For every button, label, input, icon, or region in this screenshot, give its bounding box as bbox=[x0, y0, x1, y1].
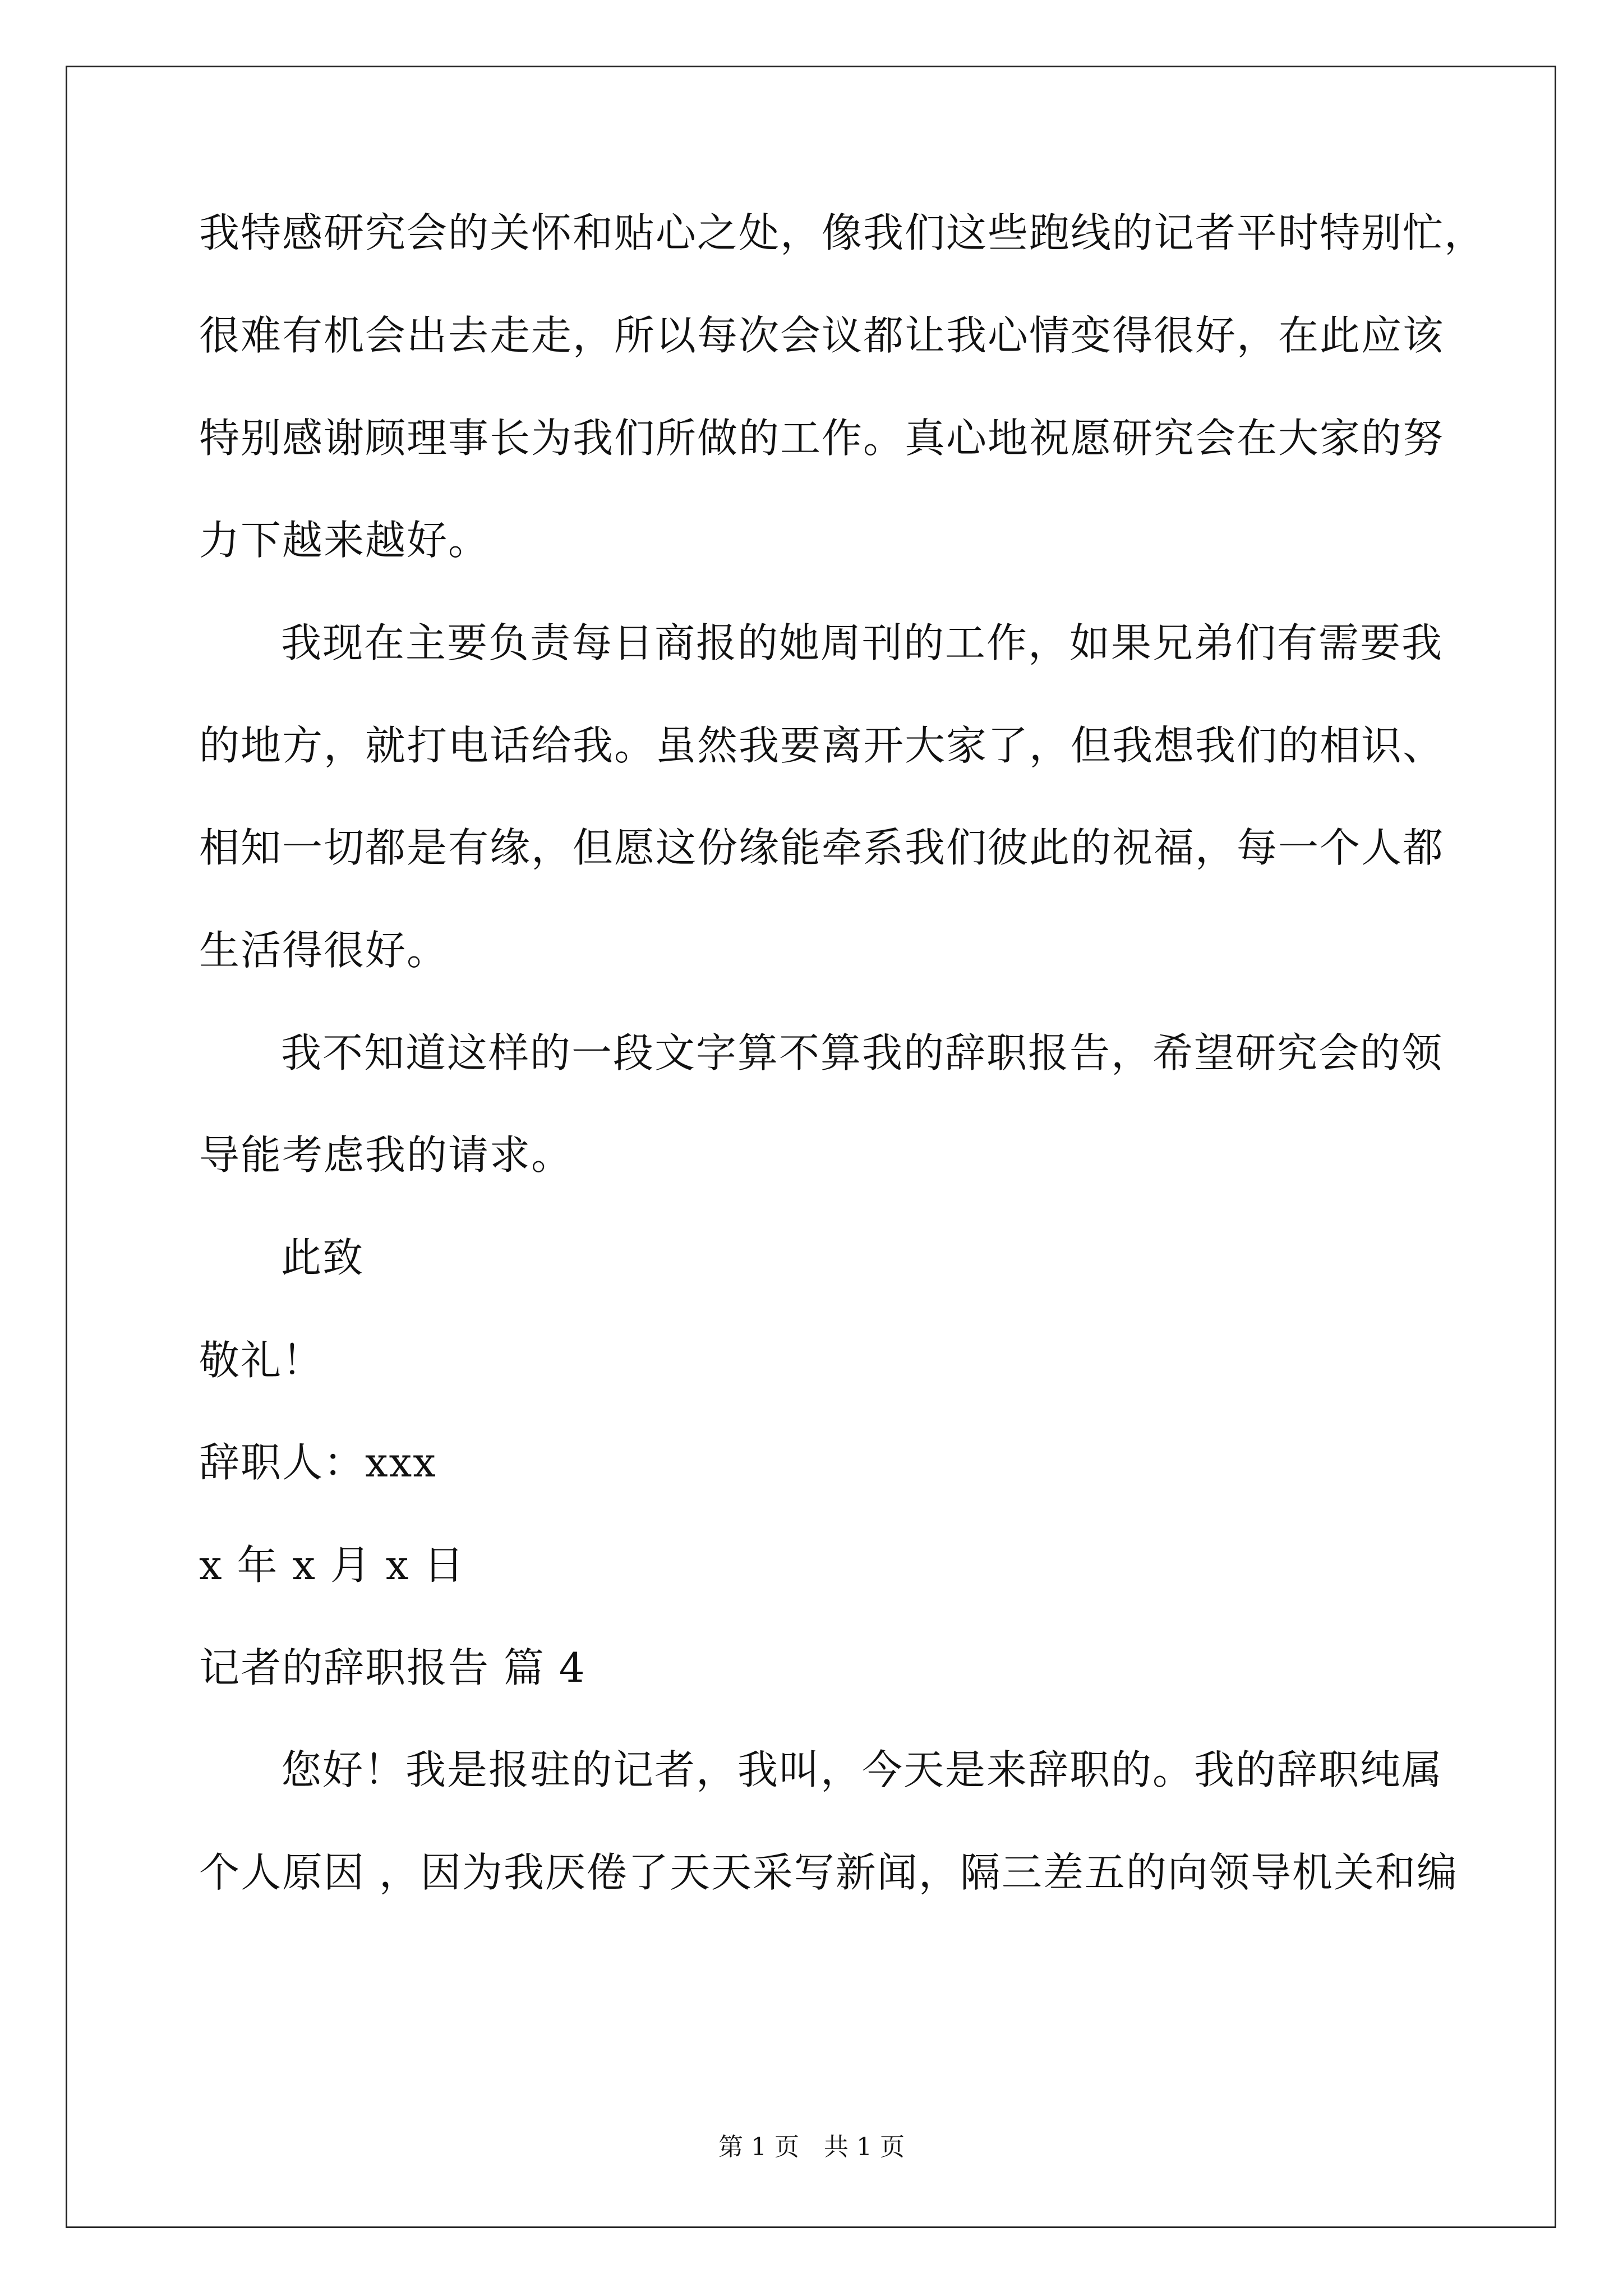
text-line: 力下越来越好。 bbox=[199, 517, 490, 564]
page-footer: 第 1 页 共 1 页 bbox=[718, 2133, 905, 2161]
text-line: 特别感谢顾理事长为我们所做的工作。真心地祝愿研究会在大家的努 bbox=[199, 415, 1445, 462]
text-line: 我特感研究会的关怀和贴心之处，像我们这些跑线的记者平时特别忙， bbox=[199, 209, 1486, 256]
date-line: x 年 x 月 x 日 bbox=[199, 1542, 465, 1589]
paragraph-first-line: 我不知道这样的一段文字算不算我的辞职报告，希望研究会的领 bbox=[281, 1029, 1444, 1076]
paragraph-first-line: 您好！我是报驻的记者，我叫，今天是来辞职的。我的辞职纯属 bbox=[281, 1746, 1444, 1793]
paragraph-first-line: 我现在主要负责每日商报的她周刊的工作，如果兄弟们有需要我 bbox=[281, 619, 1444, 666]
closing-salutation: 此致 bbox=[281, 1234, 365, 1281]
text-line: 导能考虑我的请求。 bbox=[199, 1131, 573, 1179]
closing-regards: 敬礼！ bbox=[199, 1337, 324, 1384]
text-line: 个人原因 ，因为我厌倦了天天采写新闻，隔三差五的向领导机关和编 bbox=[199, 1849, 1458, 1896]
section-heading: 记者的辞职报告 篇 4 bbox=[199, 1644, 586, 1691]
signature-line: 辞职人：xxx bbox=[199, 1439, 437, 1486]
text-line: 很难有机会出去走走，所以每次会议都让我心情变得很好，在此应该 bbox=[199, 312, 1445, 359]
text-line: 生活得很好。 bbox=[199, 927, 449, 974]
text-line: 相知一切都是有缘，但愿这份缘能牵系我们彼此的祝福，每一个人都 bbox=[199, 824, 1445, 871]
text-line: 的地方，就打电话给我。虽然我要离开大家了，但我想我们的相识、 bbox=[199, 722, 1445, 769]
